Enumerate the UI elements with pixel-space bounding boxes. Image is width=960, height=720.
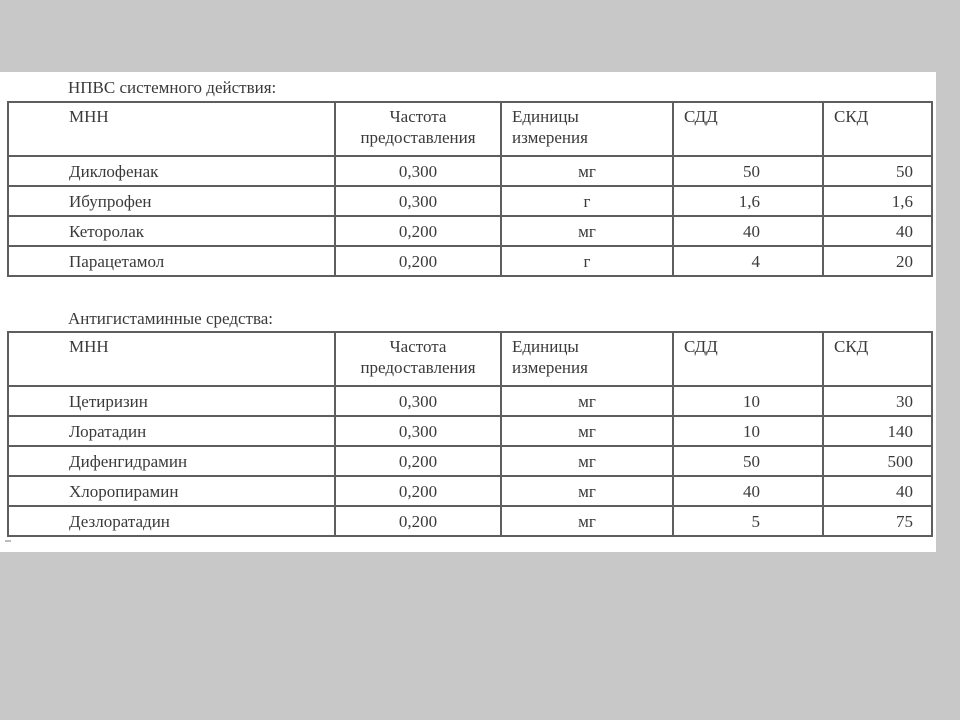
table-row	[8, 476, 932, 506]
sdd-cell: 50	[673, 156, 823, 186]
column-header-skd: СКД	[823, 102, 932, 156]
table-row	[8, 386, 932, 416]
skd-cell: 500	[823, 446, 932, 476]
column-header-sdd: СДД	[673, 332, 823, 386]
drug-name-cell: Парацетамол	[8, 246, 335, 276]
sdd-cell: 10	[673, 416, 823, 446]
sdd-cell: 1,6	[673, 186, 823, 216]
drug-name-cell: Цетиризин	[8, 386, 335, 416]
page-edge-mark	[5, 540, 11, 542]
section-title-nsaids: НПВС системного действия:	[68, 78, 277, 97]
sdd-cell: 4	[673, 246, 823, 276]
column-header-frequency-line2: предоставления	[360, 358, 476, 377]
drug-name-cell: Кеторолак	[8, 216, 335, 246]
unit-cell: г	[501, 246, 673, 276]
table-row	[8, 186, 932, 216]
unit-cell: мг	[501, 386, 673, 416]
drug-name-cell: Дифенгидрамин	[8, 446, 335, 476]
skd-cell: 20	[823, 246, 932, 276]
skd-cell: 1,6	[823, 186, 932, 216]
antihistamines-table	[7, 331, 933, 537]
drug-name-cell: Хлоропирамин	[8, 476, 335, 506]
frequency-cell: 0,200	[335, 446, 501, 476]
unit-cell: мг	[501, 216, 673, 246]
column-header-mnn: МНН	[8, 102, 335, 156]
column-header-skd: СКД	[823, 332, 932, 386]
table-row	[8, 216, 932, 246]
frequency-cell: 0,200	[335, 246, 501, 276]
unit-cell: г	[501, 186, 673, 216]
column-header-unit-line1: Единицы	[512, 107, 579, 126]
frequency-cell: 0,300	[335, 186, 501, 216]
table-header-row	[8, 102, 932, 156]
skd-cell: 40	[823, 476, 932, 506]
column-header-unit-line1: Единицы	[512, 337, 579, 356]
sdd-cell: 40	[673, 476, 823, 506]
unit-cell: мг	[501, 476, 673, 506]
column-header-unit	[501, 102, 673, 156]
table-row	[8, 156, 932, 186]
column-header-frequency	[335, 102, 501, 156]
drug-name-cell: Лоратадин	[8, 416, 335, 446]
sdd-cell: 50	[673, 446, 823, 476]
sdd-cell: 10	[673, 386, 823, 416]
column-header-unit-line2: измерения	[512, 358, 588, 377]
frequency-cell: 0,300	[335, 416, 501, 446]
document-page	[0, 72, 936, 552]
skd-cell: 75	[823, 506, 932, 536]
table-row	[8, 506, 932, 536]
column-header-frequency-line2: предоставления	[360, 128, 476, 147]
frequency-cell: 0,200	[335, 476, 501, 506]
sdd-cell: 5	[673, 506, 823, 536]
column-header-frequency	[335, 332, 501, 386]
section-title-antihistamines: Антигистаминные средства:	[68, 309, 274, 328]
frequency-cell: 0,200	[335, 216, 501, 246]
unit-cell: мг	[501, 416, 673, 446]
drug-name-cell: Дезлоратадин	[8, 506, 335, 536]
table-row	[8, 446, 932, 476]
table-row	[8, 246, 932, 276]
skd-cell: 30	[823, 386, 932, 416]
unit-cell: мг	[501, 446, 673, 476]
unit-cell: мг	[501, 156, 673, 186]
sdd-cell: 40	[673, 216, 823, 246]
frequency-cell: 0,200	[335, 506, 501, 536]
skd-cell: 50	[823, 156, 932, 186]
skd-cell: 140	[823, 416, 932, 446]
drug-name-cell: Ибупрофен	[8, 186, 335, 216]
drug-name-cell: Диклофенак	[8, 156, 335, 186]
column-header-sdd: СДД	[673, 102, 823, 156]
column-header-frequency-line1: Частота	[389, 107, 447, 126]
table-header-row	[8, 332, 932, 386]
column-header-frequency-line1: Частота	[389, 337, 447, 356]
column-header-mnn: МНН	[8, 332, 335, 386]
frequency-cell: 0,300	[335, 156, 501, 186]
column-header-unit	[501, 332, 673, 386]
skd-cell: 40	[823, 216, 932, 246]
table-row	[8, 416, 932, 446]
nsaids-table	[7, 101, 933, 277]
column-header-unit-line2: измерения	[512, 128, 588, 147]
unit-cell: мг	[501, 506, 673, 536]
frequency-cell: 0,300	[335, 386, 501, 416]
